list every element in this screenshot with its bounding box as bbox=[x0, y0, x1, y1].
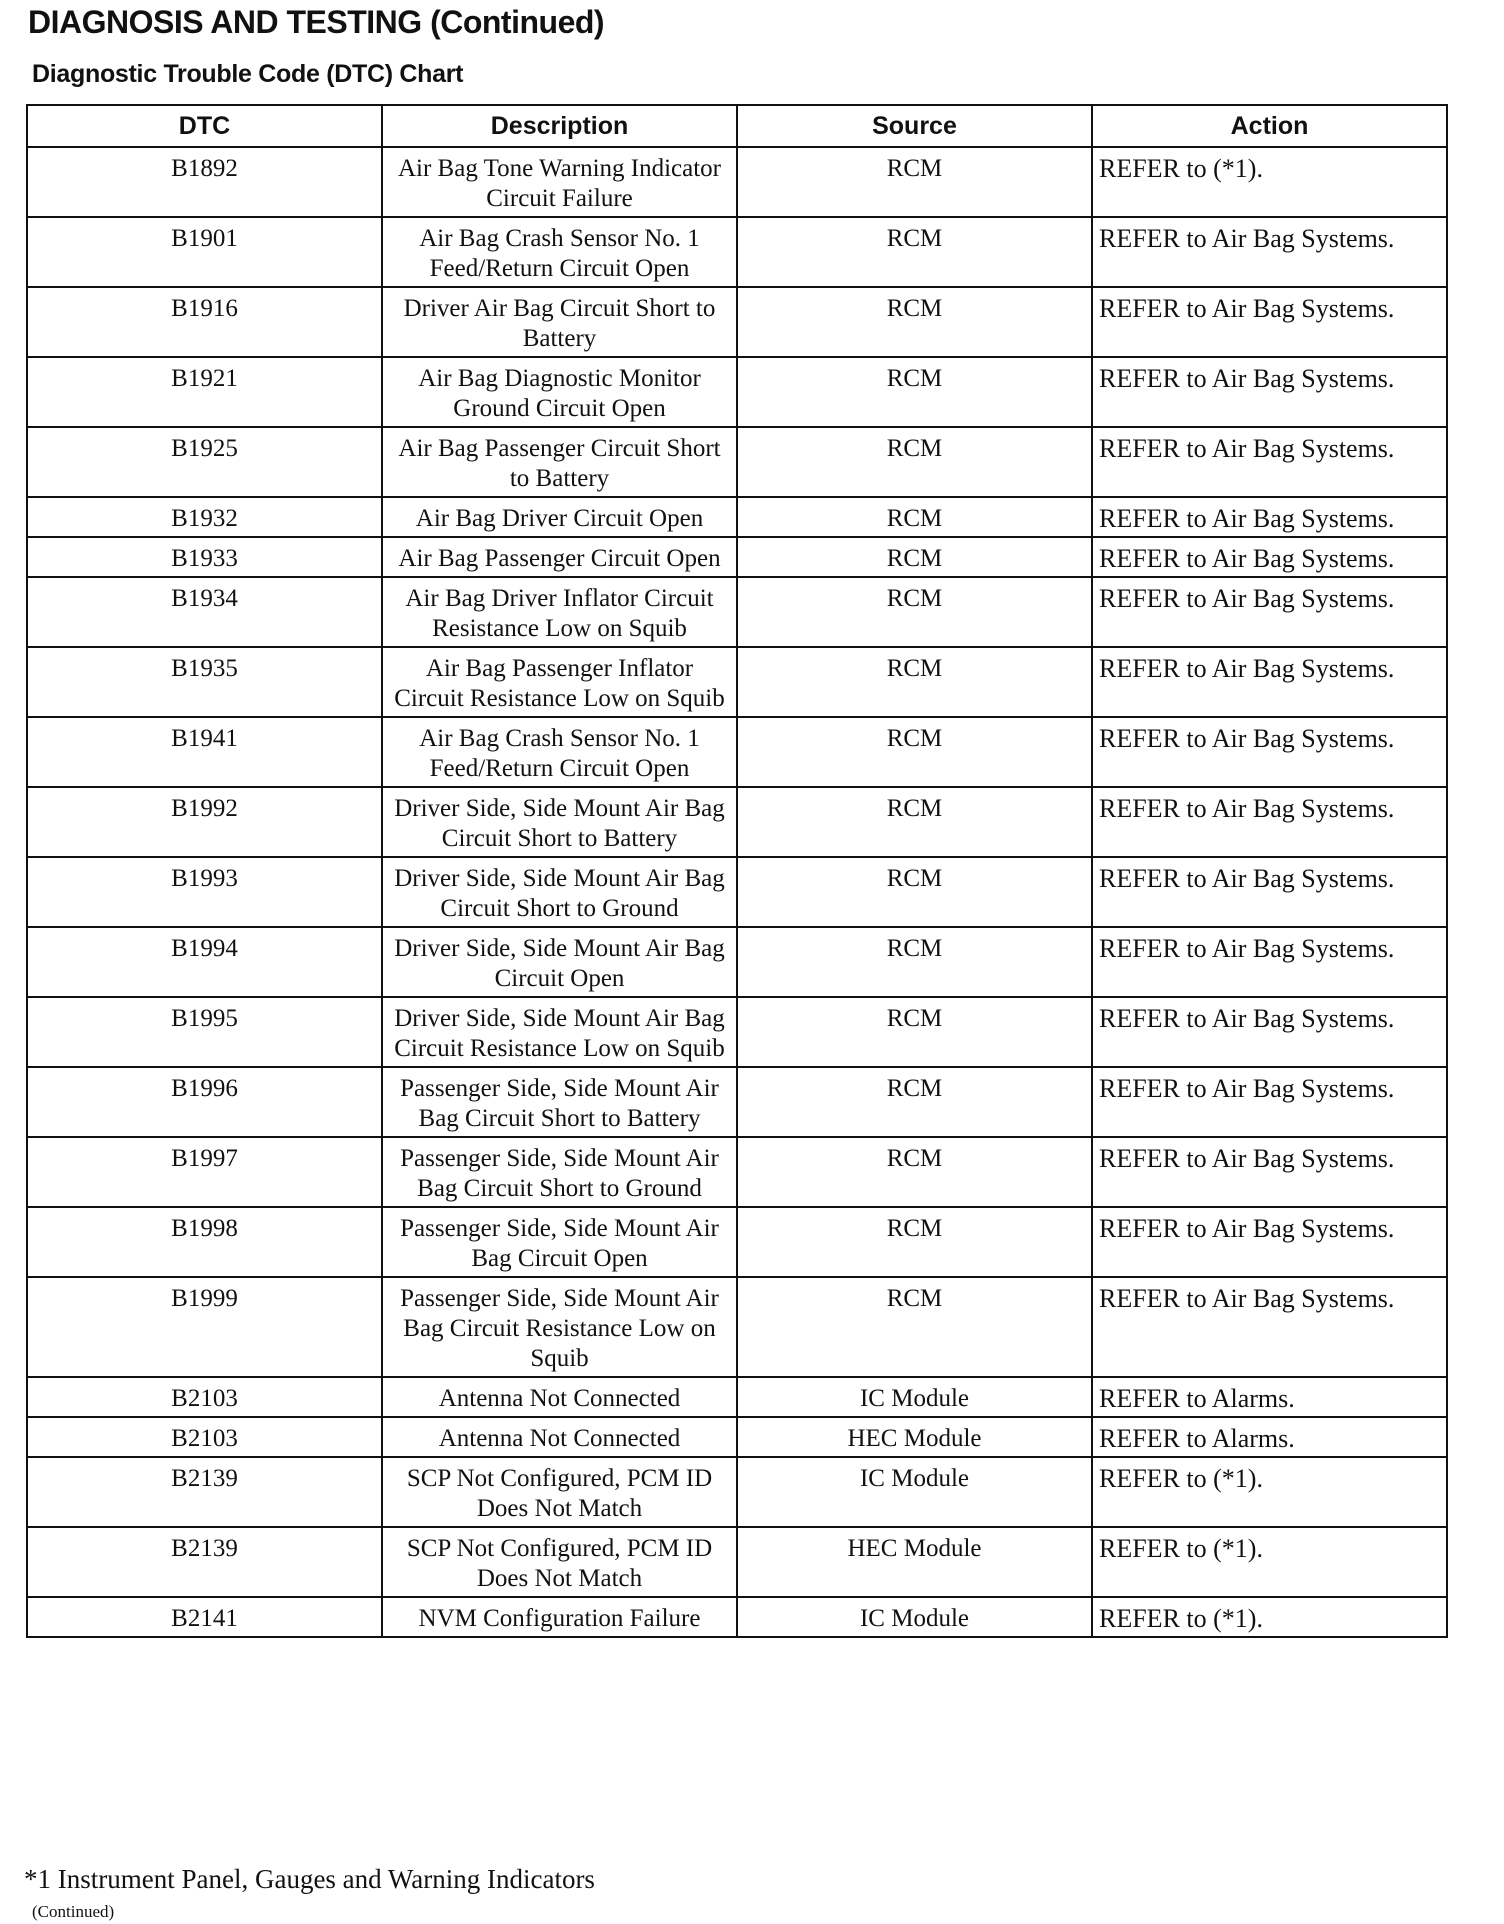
description-cell: Air Bag Driver Inflator Circuit Resistance Low on Squib bbox=[382, 577, 737, 647]
source-cell: RCM bbox=[737, 717, 1092, 787]
source-cell: RCM bbox=[737, 147, 1092, 217]
dtc-code-cell: B1996 bbox=[27, 1067, 382, 1137]
description-cell: SCP Not Configured, PCM ID Does Not Match bbox=[382, 1457, 737, 1527]
table-row bbox=[27, 1527, 1447, 1597]
source-cell: RCM bbox=[737, 1277, 1092, 1377]
table-row bbox=[27, 1417, 1447, 1457]
action-cell: REFER to Air Bag Systems. bbox=[1092, 857, 1447, 927]
action-cell: REFER to Air Bag Systems. bbox=[1092, 497, 1447, 537]
action-cell: REFER to Air Bag Systems. bbox=[1092, 1277, 1447, 1377]
source-cell: RCM bbox=[737, 1067, 1092, 1137]
action-cell: REFER to Air Bag Systems. bbox=[1092, 577, 1447, 647]
description-cell: SCP Not Configured, PCM ID Does Not Match bbox=[382, 1527, 737, 1597]
source-cell: IC Module bbox=[737, 1377, 1092, 1417]
description-cell: Driver Side, Side Mount Air Bag Circuit Short to Ground bbox=[382, 857, 737, 927]
table-row bbox=[27, 287, 1447, 357]
dtc-code-cell: B2103 bbox=[27, 1417, 382, 1457]
table-body bbox=[27, 147, 1447, 1637]
table-row bbox=[27, 497, 1447, 537]
table-row bbox=[27, 217, 1447, 287]
description-cell: Driver Air Bag Circuit Short to Battery bbox=[382, 287, 737, 357]
action-cell: REFER to (*1). bbox=[1092, 1457, 1447, 1527]
source-cell: RCM bbox=[737, 997, 1092, 1067]
table-row bbox=[27, 1067, 1447, 1137]
description-cell: Driver Side, Side Mount Air Bag Circuit Open bbox=[382, 927, 737, 997]
table-row bbox=[27, 1377, 1447, 1417]
dtc-code-cell: B1935 bbox=[27, 647, 382, 717]
dtc-code-cell: B1916 bbox=[27, 287, 382, 357]
source-cell: RCM bbox=[737, 357, 1092, 427]
description-cell: Passenger Side, Side Mount Air Bag Circuit Open bbox=[382, 1207, 737, 1277]
dtc-code-cell: B1997 bbox=[27, 1137, 382, 1207]
table-row bbox=[27, 1457, 1447, 1527]
dtc-code-cell: B1921 bbox=[27, 357, 382, 427]
source-cell: RCM bbox=[737, 857, 1092, 927]
footnote: *1 Instrument Panel, Gauges and Warning Indicators bbox=[24, 1864, 595, 1894]
dtc-code-cell: B1933 bbox=[27, 537, 382, 577]
dtc-code-cell: B1995 bbox=[27, 997, 382, 1067]
description-cell: Passenger Side, Side Mount Air Bag Circuit Resistance Low on Squib bbox=[382, 1277, 737, 1377]
dtc-code-cell: B2139 bbox=[27, 1527, 382, 1597]
description-cell: Air Bag Crash Sensor No. 1 Feed/Return Circuit Open bbox=[382, 717, 737, 787]
action-cell: REFER to Alarms. bbox=[1092, 1377, 1447, 1417]
description-cell: Air Bag Passenger Circuit Short to Battery bbox=[382, 427, 737, 497]
source-cell: RCM bbox=[737, 1137, 1092, 1207]
action-cell: REFER to Air Bag Systems. bbox=[1092, 427, 1447, 497]
source-cell: RCM bbox=[737, 1207, 1092, 1277]
dtc-code-cell: B1992 bbox=[27, 787, 382, 857]
source-cell: RCM bbox=[737, 647, 1092, 717]
table-row bbox=[27, 1277, 1447, 1377]
description-cell: Air Bag Crash Sensor No. 1 Feed/Return Circuit Open bbox=[382, 217, 737, 287]
table-row bbox=[27, 1137, 1447, 1207]
description-cell: NVM Configuration Failure bbox=[382, 1597, 737, 1637]
dtc-code-cell: B1993 bbox=[27, 857, 382, 927]
table-row bbox=[27, 1597, 1447, 1637]
description-cell: Air Bag Tone Warning Indicator Circuit Failure bbox=[382, 147, 737, 217]
source-cell: RCM bbox=[737, 497, 1092, 537]
source-cell: HEC Module bbox=[737, 1527, 1092, 1597]
dtc-code-cell: B1892 bbox=[27, 147, 382, 217]
description-cell: Air Bag Passenger Inflator Circuit Resistance Low on Squib bbox=[382, 647, 737, 717]
source-cell: HEC Module bbox=[737, 1417, 1092, 1457]
source-cell: RCM bbox=[737, 787, 1092, 857]
action-cell: REFER to Air Bag Systems. bbox=[1092, 717, 1447, 787]
column-header-description: Description bbox=[382, 105, 737, 147]
action-cell: REFER to Air Bag Systems. bbox=[1092, 787, 1447, 857]
source-cell: RCM bbox=[737, 577, 1092, 647]
dtc-code-cell: B2103 bbox=[27, 1377, 382, 1417]
dtc-code-cell: B2139 bbox=[27, 1457, 382, 1527]
source-cell: IC Module bbox=[737, 1597, 1092, 1637]
action-cell: REFER to Air Bag Systems. bbox=[1092, 927, 1447, 997]
table-row bbox=[27, 997, 1447, 1067]
action-cell: REFER to Air Bag Systems. bbox=[1092, 217, 1447, 287]
description-cell: Antenna Not Connected bbox=[382, 1377, 737, 1417]
action-cell: REFER to Air Bag Systems. bbox=[1092, 287, 1447, 357]
dtc-code-cell: B1932 bbox=[27, 497, 382, 537]
dtc-code-cell: B1925 bbox=[27, 427, 382, 497]
action-cell: REFER to Air Bag Systems. bbox=[1092, 357, 1447, 427]
continued-note: (Continued) bbox=[32, 1902, 115, 1921]
description-cell: Air Bag Passenger Circuit Open bbox=[382, 537, 737, 577]
table-row bbox=[27, 717, 1447, 787]
action-cell: REFER to (*1). bbox=[1092, 147, 1447, 217]
action-cell: REFER to (*1). bbox=[1092, 1597, 1447, 1637]
description-cell: Passenger Side, Side Mount Air Bag Circuit Short to Ground bbox=[382, 1137, 737, 1207]
description-cell: Air Bag Diagnostic Monitor Ground Circuit Open bbox=[382, 357, 737, 427]
source-cell: RCM bbox=[737, 427, 1092, 497]
description-cell: Driver Side, Side Mount Air Bag Circuit Resistance Low on Squib bbox=[382, 997, 737, 1067]
dtc-code-cell: B1941 bbox=[27, 717, 382, 787]
source-cell: RCM bbox=[737, 217, 1092, 287]
column-header-action: Action bbox=[1092, 105, 1447, 147]
dtc-code-cell: B2141 bbox=[27, 1597, 382, 1637]
dtc-chart-table bbox=[26, 104, 1448, 1638]
source-cell: RCM bbox=[737, 537, 1092, 577]
description-cell: Antenna Not Connected bbox=[382, 1417, 737, 1457]
table-title: Diagnostic Trouble Code (DTC) Chart bbox=[32, 60, 464, 88]
description-cell: Driver Side, Side Mount Air Bag Circuit Short to Battery bbox=[382, 787, 737, 857]
table-row bbox=[27, 357, 1447, 427]
action-cell: REFER to Air Bag Systems. bbox=[1092, 1067, 1447, 1137]
description-cell: Air Bag Driver Circuit Open bbox=[382, 497, 737, 537]
source-cell: RCM bbox=[737, 287, 1092, 357]
table-row bbox=[27, 537, 1447, 577]
table-row bbox=[27, 927, 1447, 997]
action-cell: REFER to Alarms. bbox=[1092, 1417, 1447, 1457]
table-row bbox=[27, 647, 1447, 717]
column-header-source: Source bbox=[737, 105, 1092, 147]
table-row bbox=[27, 1207, 1447, 1277]
dtc-code-cell: B1998 bbox=[27, 1207, 382, 1277]
table-header-row bbox=[27, 105, 1447, 147]
column-header-dtc: DTC bbox=[27, 105, 382, 147]
table-row bbox=[27, 857, 1447, 927]
action-cell: REFER to Air Bag Systems. bbox=[1092, 537, 1447, 577]
table-row bbox=[27, 787, 1447, 857]
dtc-code-cell: B1999 bbox=[27, 1277, 382, 1377]
action-cell: REFER to (*1). bbox=[1092, 1527, 1447, 1597]
action-cell: REFER to Air Bag Systems. bbox=[1092, 997, 1447, 1067]
source-cell: RCM bbox=[737, 927, 1092, 997]
source-cell: IC Module bbox=[737, 1457, 1092, 1527]
action-cell: REFER to Air Bag Systems. bbox=[1092, 1137, 1447, 1207]
action-cell: REFER to Air Bag Systems. bbox=[1092, 1207, 1447, 1277]
table-row bbox=[27, 577, 1447, 647]
action-cell: REFER to Air Bag Systems. bbox=[1092, 647, 1447, 717]
dtc-code-cell: B1994 bbox=[27, 927, 382, 997]
dtc-code-cell: B1901 bbox=[27, 217, 382, 287]
description-cell: Passenger Side, Side Mount Air Bag Circuit Short to Battery bbox=[382, 1067, 737, 1137]
dtc-code-cell: B1934 bbox=[27, 577, 382, 647]
page-title: DIAGNOSIS AND TESTING (Continued) bbox=[28, 4, 605, 40]
table-row bbox=[27, 147, 1447, 217]
table-row bbox=[27, 427, 1447, 497]
